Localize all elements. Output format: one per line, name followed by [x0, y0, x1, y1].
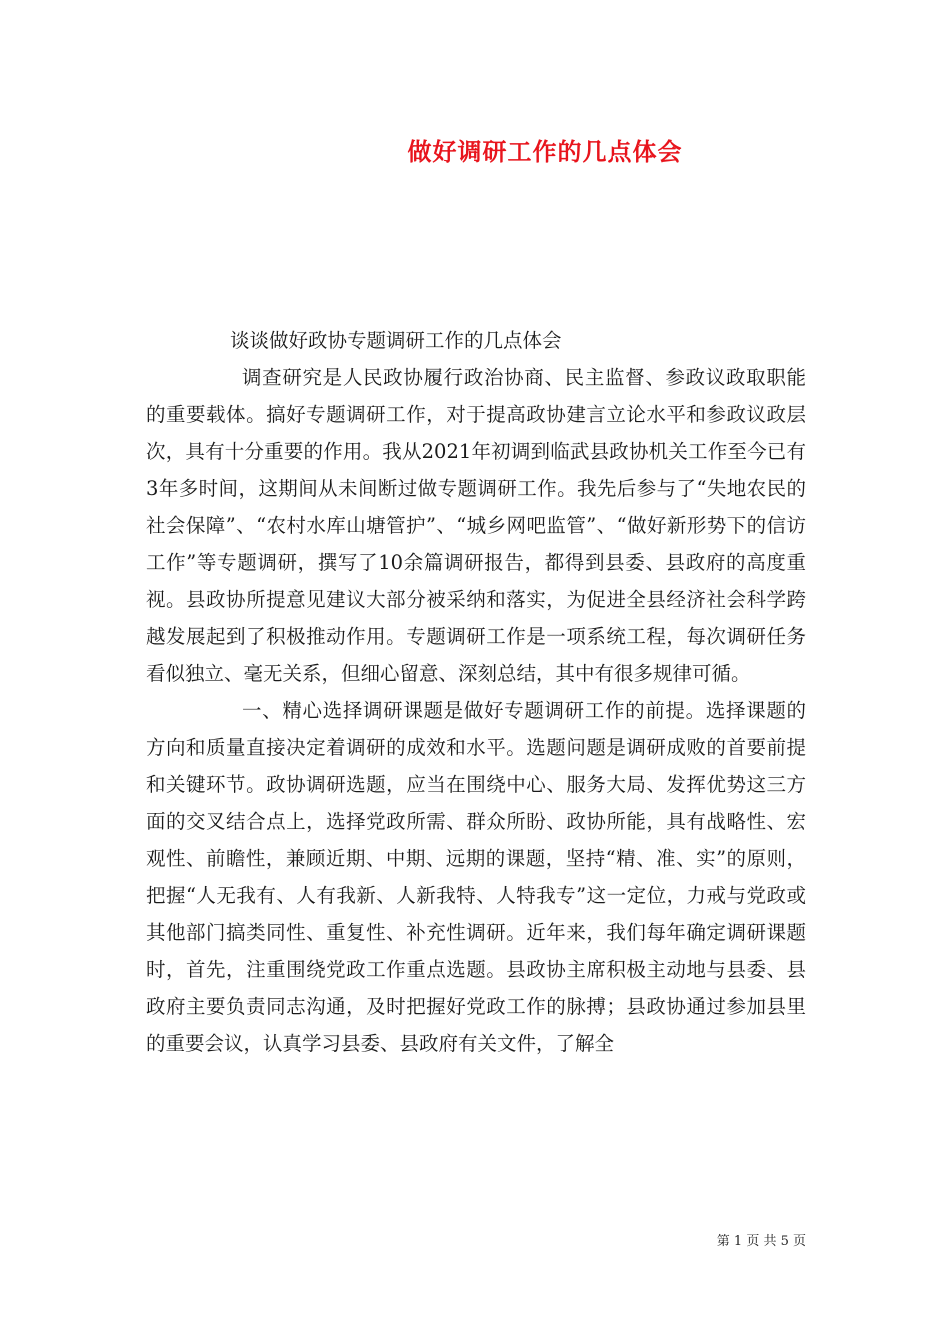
page-number-footer: 第 1 页 共 5 页 — [716, 1234, 806, 1249]
paragraph-intro: 调查研究是人民政协履行政治协商、民主监督、参政议政取职能的重要载体。搞好专题调研工作，对于提高政协建言立论水平和参政议政层次，具有十分重要的作用。我从2021年初调到临武县政协机关工作至今已有3年多时间，这期间从未间断过做专题调研工作。我先后参与了“失地农民的社会保障”、“农村水库山塘管护”、“城乡网吧监管”、“做好新形势下的信访工作”等专题调研，撰写了10余篇调研报告，都得到县委、县政府的高度重视。县政协所提意见建议大部分被采纳和落实，为促进全县经济社会科学跨越发展起到了积极推动作用。专题调研工作是一项系统工程，每次调研任务看似独立、毫无关系，但细心留意、深刻总结，其中有很多规律可循。 — [146, 366, 806, 685]
paragraph-section-one: 一、精心选择调研课题是做好专题调研工作的前提。选择课题的方向和质量直接决定着调研的成效和水平。选题问题是调研成败的首要前提和关键环节。政协调研选题，应当在围绕中心、服务大局、发挥优势这三方面的交叉结合点上，选择党政所需、群众所盼、政协所能，具有战略性、宏观性、前瞻性，兼顾近期、中期、远期的课题，坚持“精、准、实”的原则，把握“人无我有、人有我新、人新我特、人特我专”这一定位，力戒与党政或其他部门搞类同性、重复性、补充性调研。近年来，我们每年确定调研课题时，首先，注重围绕党政工作重点选题。县政协主席积极主动地与县委、县政府主要负责同志沟通，及时把握好党政工作的脉搏；县政协通过参加县里的重要会议，认真学习县委、县政府有关文件，了解全 — [146, 699, 806, 1055]
document-body — [146, 322, 806, 1062]
document-title: 做好调研工作的几点体会 — [407, 137, 683, 166]
document-subtitle: 谈谈做好政协专题调研工作的几点体会 — [230, 329, 562, 352]
